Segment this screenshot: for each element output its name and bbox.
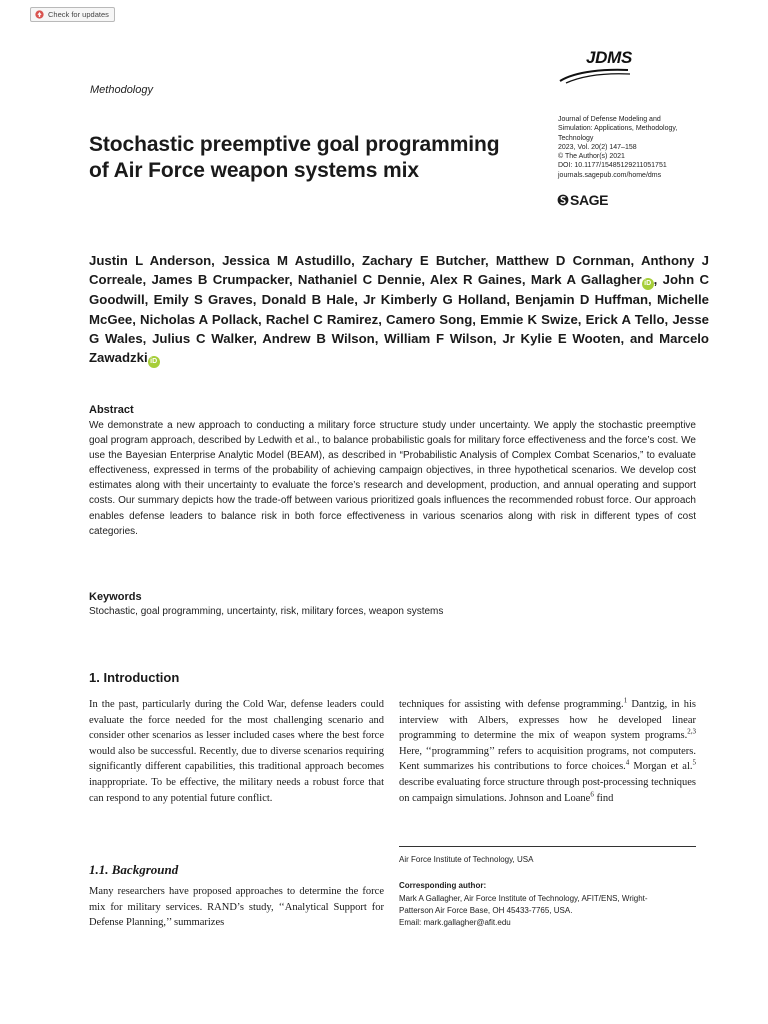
reference-link[interactable]: 4 (625, 758, 630, 767)
doi-link[interactable]: DOI: 10.1177/15485129211051751 (558, 162, 667, 170)
corresponding-line: Mark A Gallagher, Air Force Institute of Technology, AFIT/ENS, Wright- (399, 894, 648, 903)
abstract-heading: Abstract (89, 404, 134, 416)
journal-logo-text: JDMS (585, 48, 632, 67)
introduction-right-column (399, 697, 696, 806)
meta-line: Journal of Defense Modeling and (558, 116, 661, 123)
check-for-updates-button[interactable] (30, 7, 115, 22)
section-label: Methodology (90, 84, 153, 96)
text-run: find (593, 792, 614, 804)
corresponding-author-heading: Corresponding author: (399, 881, 487, 890)
affiliation: Air Force Institute of Technology, USA (399, 855, 534, 864)
check-for-updates-label: Check for updates (48, 10, 109, 19)
paper-title: Stochastic preemptive goal programming of Air Force weapon systems mix (89, 133, 500, 182)
orcid-icon[interactable]: iD (148, 356, 160, 368)
background-paragraph: Many researchers have proposed approaches to determine the force mix for military services. RAND’s study, ‘‘Analytical Support for Defense Planning,’’ summarizes (89, 886, 384, 929)
background-heading: 1.1. Background (89, 862, 179, 877)
introduction-heading: 1. Introduction (89, 670, 180, 685)
publisher-name: SAGE (570, 192, 609, 208)
sage-logo-icon (557, 193, 569, 207)
corresponding-author-details (399, 893, 699, 929)
footnote-divider (399, 846, 696, 847)
keywords-text: Stochastic, goal programming, uncertainty, risk, military forces, weapon systems (89, 606, 444, 617)
text-run: describe evaluating force structure through post-processing techniques on campaign simulations. Johnson and Loane (399, 776, 696, 804)
text-run: techniques for assisting with defense programming. (399, 699, 624, 710)
email-link[interactable]: Email: mark.gallagher@afit.edu (399, 918, 511, 927)
text-run: Morgan et al. (629, 761, 693, 773)
journal-logo (556, 48, 646, 88)
journal-url-link[interactable]: journals.sagepub.com/home/dms (558, 171, 662, 179)
orcid-icon[interactable]: iD (642, 278, 654, 290)
publisher-logo (557, 192, 608, 208)
reference-link[interactable]: 1 (623, 696, 628, 705)
introduction-paragraph: In the past, particularly during the Cold War, defense leaders could evaluate the force needed for the most challenging scenario and consider other scenarios as lesser included cases where the best force would also be successful. Recently, due to diverse scenarios requiring significantly different capabilities, this traditional approach becomes inappropriate. To be effective, the military needs a robust force that can respond to any potential future conflict. (89, 699, 384, 804)
authors-part-2: , John C Goodwill, Emily S Graves, Donald B Hale, Jr Kimberly G Holland, Benjamin D Huffman, Michelle McGee, Nicholas A Pollack, Rachel C Ramirez, Camero Song, Emmie K Swize, Erick A Tello, Jesse G Wales, Julius C Walker, Andrew B Wilson, William F Wilson, Jr Kylie E Wooten, and Marcelo Zawadzki (89, 272, 709, 366)
text-run: Here, ‘‘programming’’ refers to acquisition programs, not computers. Kent summarizes his contributions to force choices. (399, 745, 696, 773)
corresponding-line: Patterson Air Force Base, OH 45433-7765, USA. (399, 906, 573, 915)
author-list (89, 251, 709, 368)
meta-line: Technology (558, 134, 594, 142)
keywords-heading: Keywords (89, 591, 142, 603)
abstract-text: We demonstrate a new approach to conducting a military force structure study under uncertainty. We apply the stochastic preemptive goal program approach, described by Ledwith et al., to balance probabilistic goals for military force effectiveness and the force’s cost. We use the Bayesian Enterprise Analytic Model (BEAM), as described in “Probabilistic Analysis of Complex Combat Scenarios,” to evaluate effectiveness, expressed in terms of the probability of achieving campaign objectives, in three hypothetical scenarios. We develop cost estimates along with their uncertainty to evaluate the force’s research and development, production, and annual operating and support costs. Our summary depicts how the trade-off between various prioritized goals influences the recommended robust force. Our approach enables defense leaders to balance risk in both force effectiveness in various scenarios along with risk in different types of cost categories. (89, 420, 696, 537)
meta-line: Simulation: Applications, Methodology, (558, 125, 678, 133)
reference-link[interactable]: 2,3 (687, 727, 696, 736)
journal-metadata (558, 115, 718, 180)
authors-part-1: Justin L Anderson, Jessica M Astudillo, Zachary E Butcher, Matthew D Cornman, Anthony J Correale, James B Crumpacker, Nathaniel C Dennie, Alex R Gaines, Mark A Gallagher (89, 253, 709, 288)
meta-line: © The Author(s) 2021 (558, 153, 625, 161)
update-badge-icon (35, 10, 44, 19)
meta-line: 2023, Vol. 20(2) 147–158 (558, 143, 637, 151)
reference-link[interactable]: 6 (590, 790, 594, 799)
text-run: Dantzig, in his interview with Albers, expresses how he developed linear programming to determine the mix of weapon system programs. (399, 699, 696, 742)
reference-link[interactable]: 5 (692, 758, 696, 767)
journal-logo-swoosh-icon (556, 65, 646, 85)
